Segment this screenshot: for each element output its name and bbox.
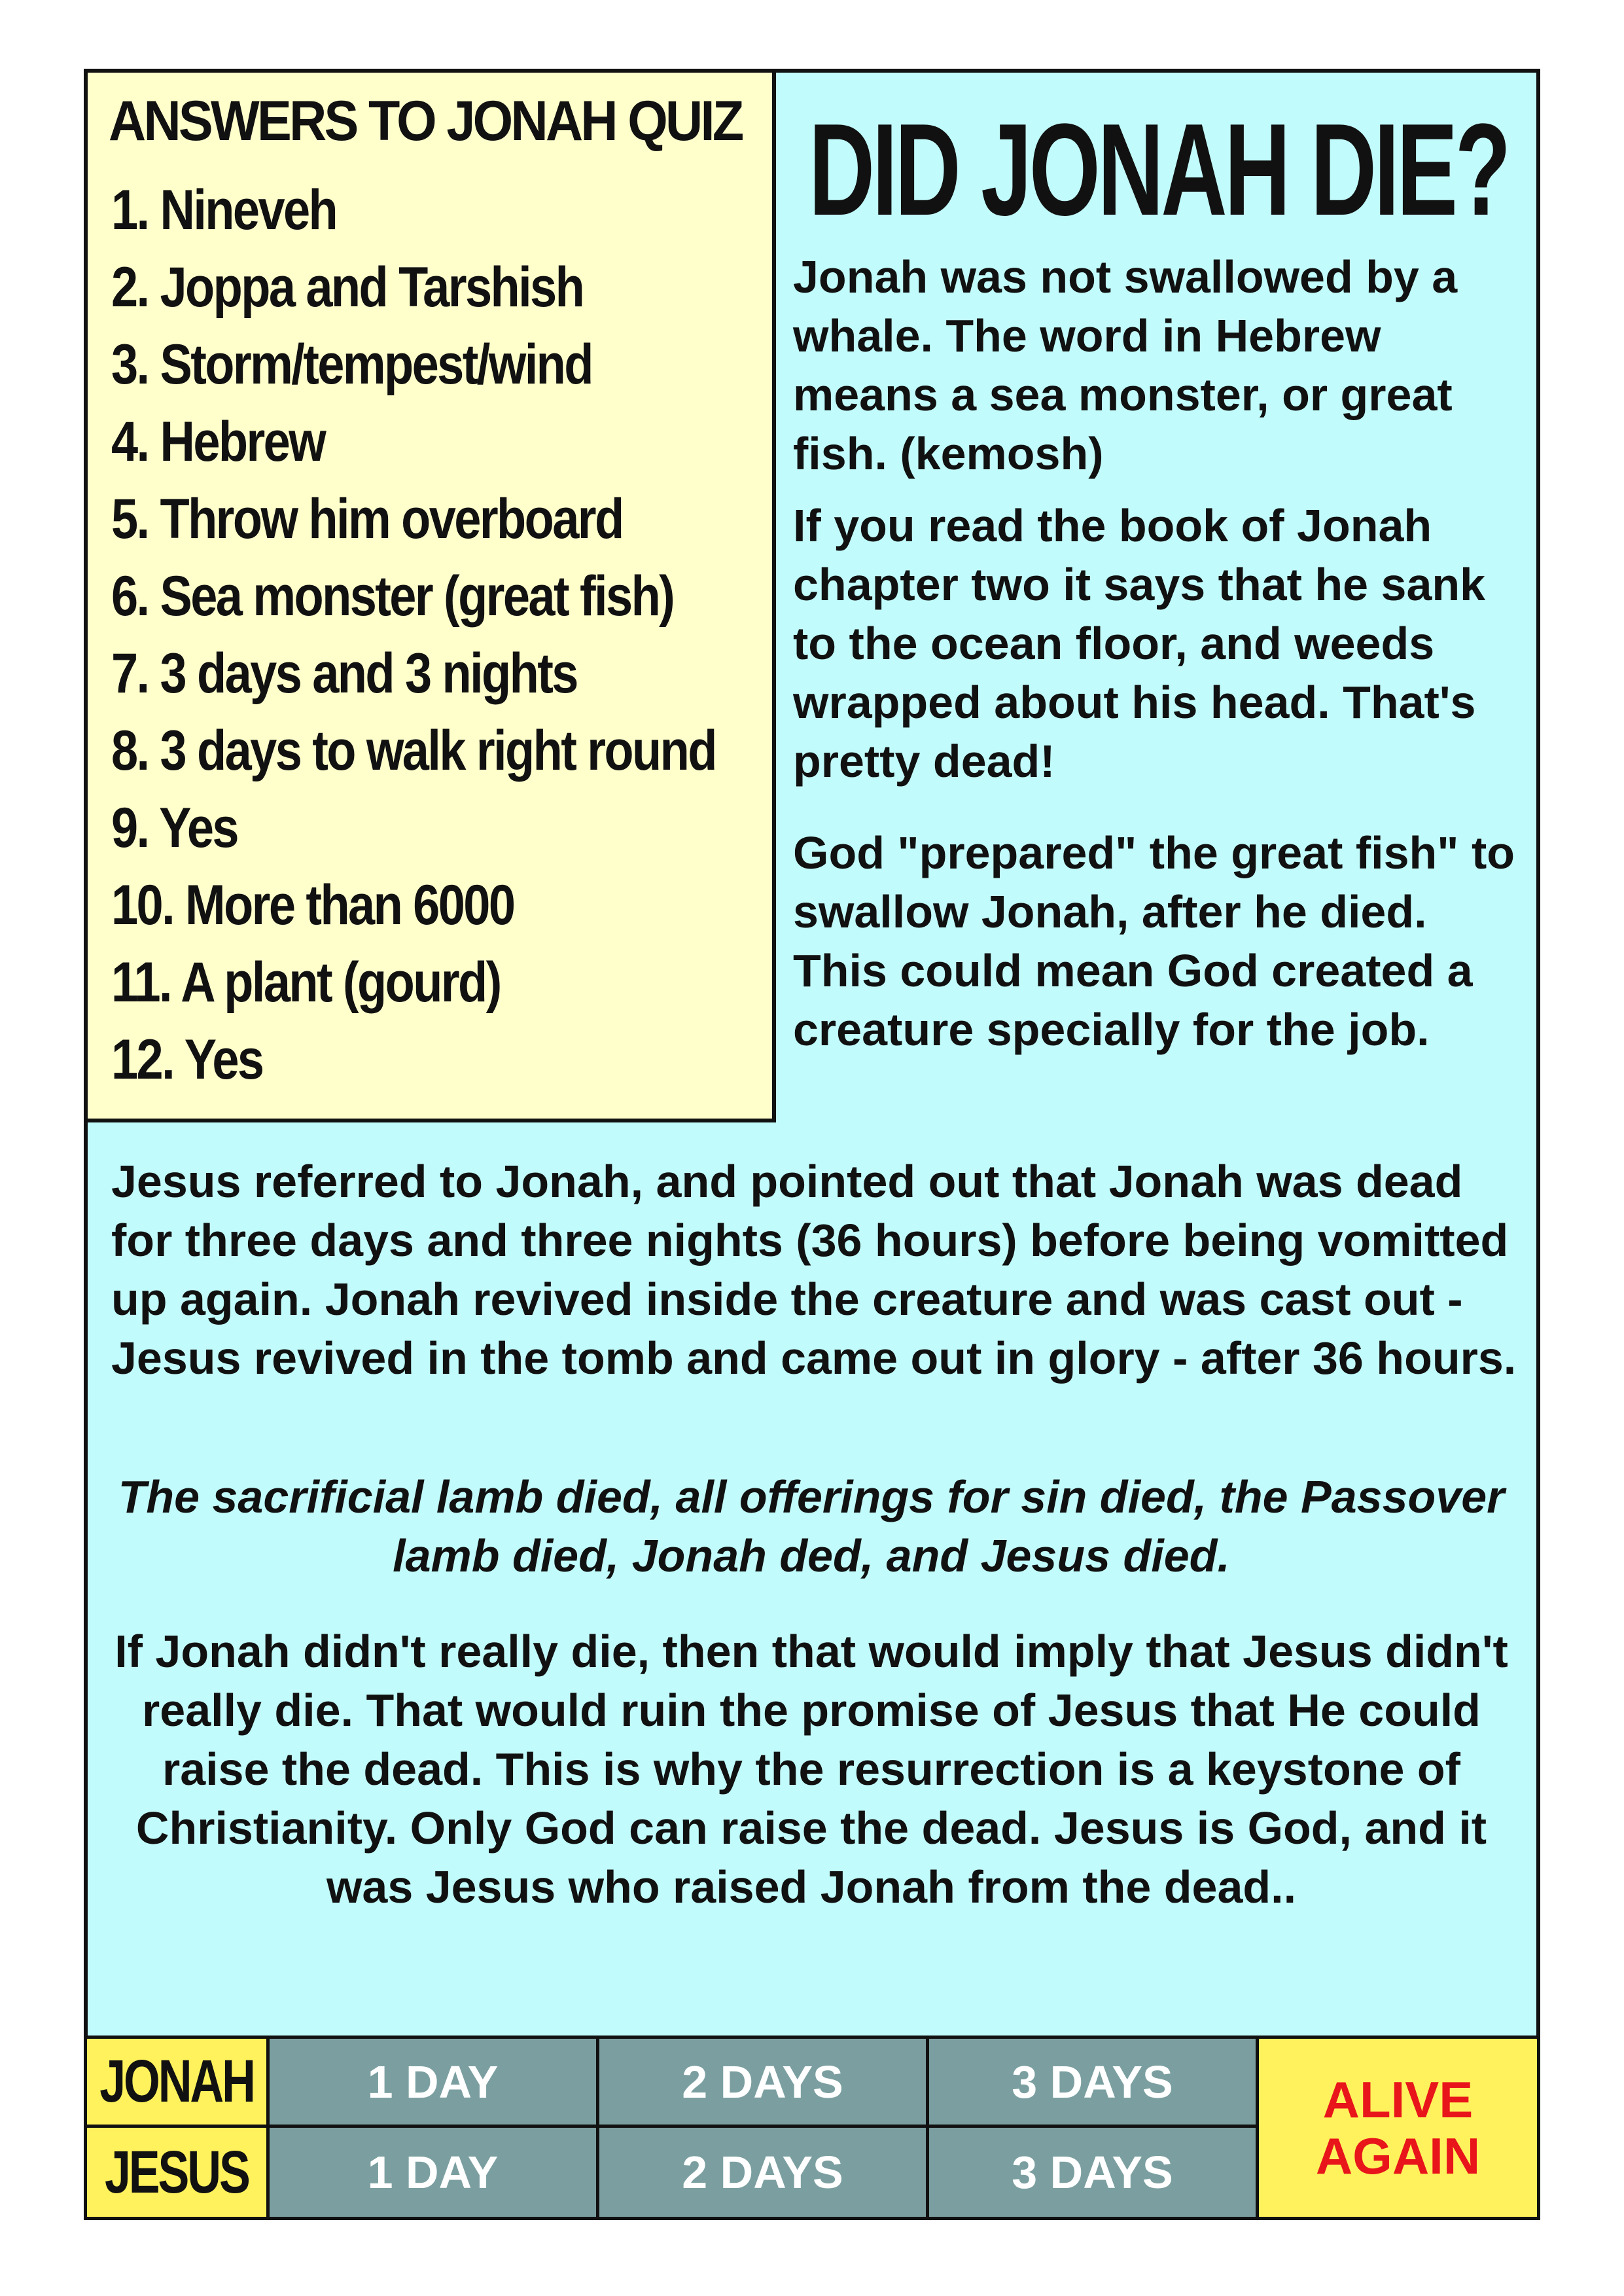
alive-again-cell — [1256, 2036, 1540, 2220]
timeline-name-jonah: JONAH — [84, 2036, 270, 2128]
paragraph-prepared-fish: God "prepared" the great fish" to swallow Jonah, after he died. This could mean God created a creature specially for the job. — [793, 827, 1515, 1055]
days-timeline — [84, 2036, 1540, 2220]
quiz-answer: 5. Throw him overboard — [111, 488, 623, 550]
paragraph-ocean-floor: If you read the book of Jonah chapter two it says that he sank to the ocean floor, and weeds wrapped about his head. That's pretty dead! — [793, 500, 1486, 787]
timeline-day-cell: 2 DAYS — [596, 2125, 929, 2220]
quiz-answer: 6. Sea monster (great fish) — [111, 565, 674, 628]
quiz-answer-list — [111, 171, 766, 1098]
paragraph-jesus-referred: Jesus referred to Jonah, and pointed out that Jonah was dead for three days and three nights (36 hours) before being vomitted up again. Jonah revived inside the creature and was cast out - Jesus revived in the tomb and came out in glory - after 36 hours. — [111, 1156, 1517, 1384]
quiz-answer: 12. Yes — [111, 1028, 263, 1091]
timeline-day-cell: 3 DAYS — [926, 2036, 1259, 2128]
quiz-answer: 11. A plant (gourd) — [111, 951, 501, 1014]
timeline-day-cell: 2 DAYS — [596, 2036, 929, 2128]
quiz-answer: 8. 3 days to walk right round — [111, 719, 716, 782]
quiz-answer: 4. Hebrew — [111, 410, 325, 473]
quiz-answer: 9. Yes — [111, 797, 238, 859]
timeline-day-cell: 1 DAY — [266, 2036, 599, 2128]
quiz-answer: 10. More than 6000 — [111, 874, 514, 937]
quiz-answer: 7. 3 days and 3 nights — [111, 642, 577, 705]
quiz-answer: 3. Storm/tempest/wind — [111, 333, 592, 396]
paragraph-conclusion: If Jonah didn't really die, then that would imply that Jesus didn't really die. That would ruin the promise of Jesus that He could raise the dead. This is why the resurrection is a keystone of Christianity. Only God can raise the dead. Jesus is God, and it was Jesus who raised Jonah from the dead.. — [115, 1626, 1508, 1912]
timeline-day-cell: 3 DAYS — [926, 2125, 1259, 2220]
alive-again-line1: ALIVE — [1322, 2071, 1474, 2128]
page-title: DID JONAH DIE? — [809, 97, 1509, 243]
quiz-answer: 1. Nineveh — [111, 179, 337, 242]
quiz-title: ANSWERS TO JONAH QUIZ — [109, 90, 742, 152]
timeline-name-jesus: JESUS — [84, 2125, 270, 2220]
quiz-answer: 2. Joppa and Tarshish — [111, 256, 584, 319]
paragraph-whale: Jonah was not swallowed by a whale. The word in Hebrew means a sea monster, or great fish. (kemosh) — [793, 251, 1458, 479]
timeline-day-cell: 1 DAY — [266, 2125, 599, 2220]
alive-again-line2: AGAIN — [1315, 2127, 1481, 2185]
paragraph-sacrificial-lamb: The sacrificial lamb died, all offerings for sin died, the Passover lamb died, Jonah ded, and Jesus died. — [118, 1471, 1505, 1581]
